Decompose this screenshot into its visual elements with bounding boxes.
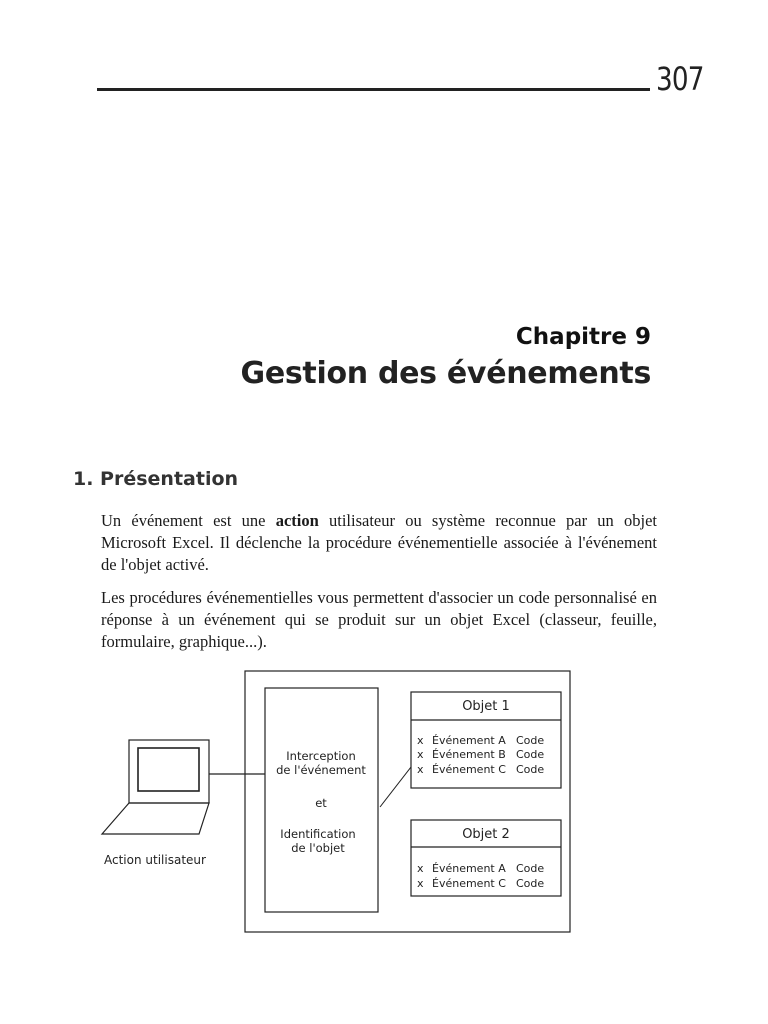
object2-code-a: Code xyxy=(516,862,545,875)
object1-code-c: Code xyxy=(516,763,545,776)
page-number: 307 xyxy=(656,60,704,98)
bullet-marker: x xyxy=(417,734,424,747)
object2-code-c: Code xyxy=(516,877,545,890)
intro-text-start: Un événement est une xyxy=(101,511,276,530)
bullet-marker: x xyxy=(417,862,424,875)
user-action-label: Action utilisateur xyxy=(104,853,206,867)
bullet-marker: x xyxy=(417,877,424,890)
object2-title: Objet 2 xyxy=(462,827,510,842)
object2-event-a: Événement A xyxy=(432,862,506,875)
chapter-title: Gestion des événements xyxy=(240,356,651,391)
bullet-marker: x xyxy=(417,748,424,761)
intro-text-end: utilisateur ou système reconnue par un objet Microsoft Excel. Il déclenche la procédure événementielle associée à l'événement de l'objet activé. xyxy=(101,511,658,574)
intro-bold-term: action xyxy=(275,511,319,530)
object1-code-a: Code xyxy=(516,734,545,747)
event-diagram xyxy=(96,668,576,938)
laptop-icon xyxy=(102,740,209,834)
identification-label-line2: de l'objet xyxy=(291,841,345,855)
bullet-marker: x xyxy=(417,763,424,776)
object1-event-c: Événement C xyxy=(432,763,506,776)
object1-event-a: Événement A xyxy=(432,734,506,747)
intro-paragraph xyxy=(101,510,657,576)
object1-event-b: Événement B xyxy=(432,748,506,761)
object2-event-c: Événement C xyxy=(432,877,506,890)
object1-title: Objet 1 xyxy=(462,699,510,714)
section-heading: 1. Présentation xyxy=(73,468,239,490)
header-rule xyxy=(97,88,650,91)
chapter-label: Chapitre 9 xyxy=(515,324,651,350)
and-label: et xyxy=(315,796,327,810)
interception-label-line2: de l'événement xyxy=(276,763,366,777)
identification-label-line1: Identification xyxy=(280,827,356,841)
interception-label-line1: Interception xyxy=(286,749,356,763)
procedures-paragraph: Les procédures événementielles vous permettent d'associer un code personnalisé en réponse à un événement qui se produit sur un objet Excel (classeur, feuille, formulaire, graphique...). xyxy=(101,588,657,651)
object1-code-b: Code xyxy=(516,748,545,761)
